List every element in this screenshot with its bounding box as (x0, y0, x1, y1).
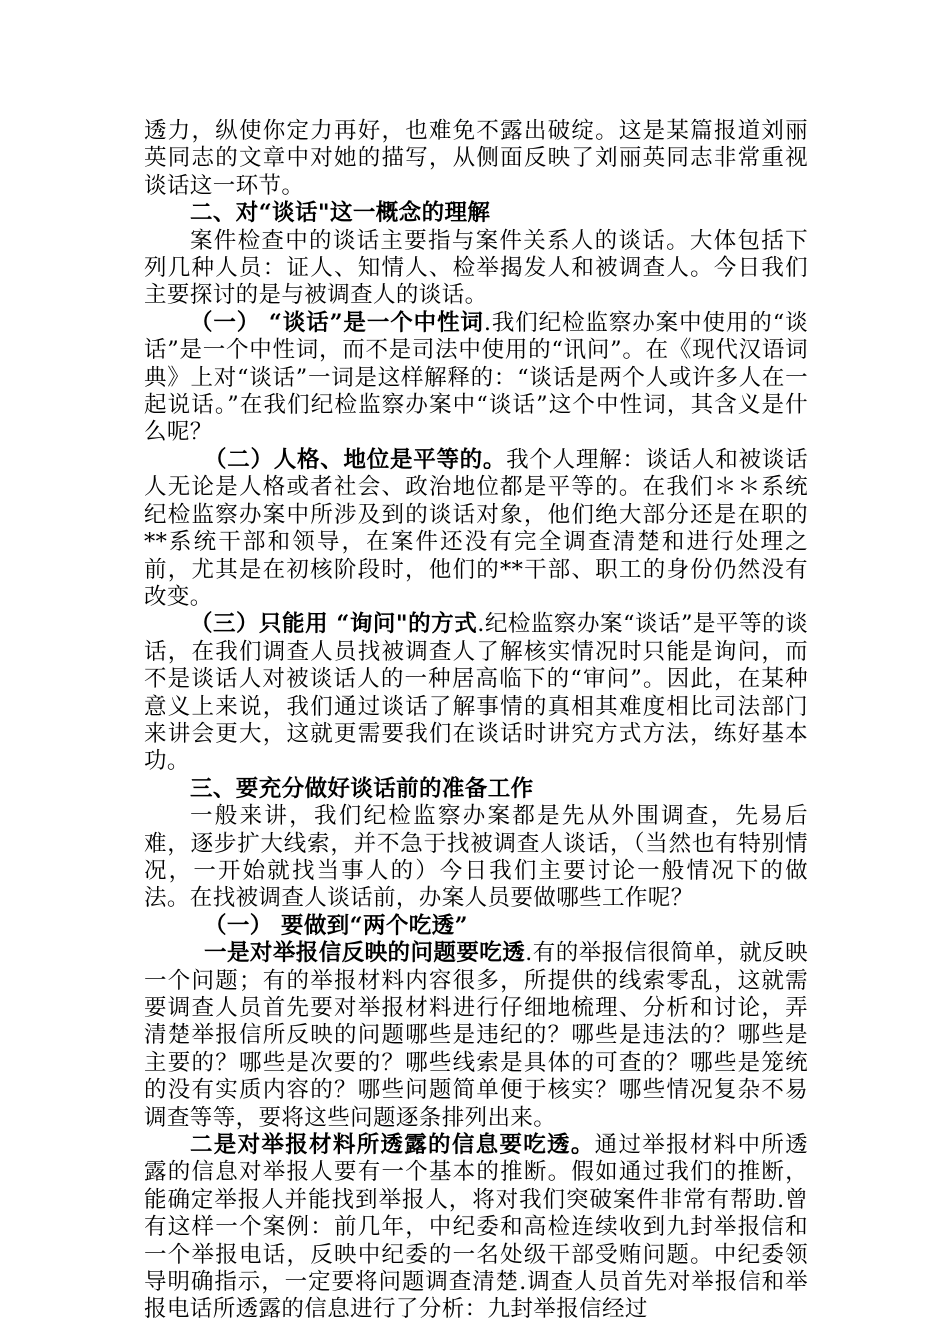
paragraph-point-one (144, 940, 808, 1132)
paragraph-text: .纪检监察办案“谈话”是平等的谈话，在我们调查人员找被调查人了解核实情况时只能是询问，而不是谈话人对被谈话人的一种居高临下的“审问”。因此，在某种意义上来说，我们通过谈话了解事情的真相其难度相比司法部门来讲会更大，这就更需要我们在谈话时讲究方式方法，练好基本功。 (144, 611, 808, 775)
paragraph-subsection-2 (144, 447, 808, 611)
paragraph-point-two (144, 1132, 808, 1324)
paragraph-text: 透力，纵使你定力再好，也难免不露出破绽。这是某篇报道刘丽英同志的文章中对她的描写，从侧面反映了刘丽英同志非常重视谈话这一环节。 (144, 118, 808, 199)
paragraph-text: 案件检查中的谈话主要指与案件关系人的谈话。大体包括下列几种人员：证人、知情人、检举揭发人和被调查人。今日我们主要探讨的是与被调查人的谈话。 (144, 227, 808, 309)
paragraph-definition (144, 228, 808, 310)
paragraph-intro-continuation (144, 118, 808, 200)
subsection-heading: （三）只能用 “询问"的方式 (190, 611, 478, 638)
point-heading: 二是对举报材料所透露的信息要吃透。 (190, 1132, 595, 1159)
paragraph-text: .我们纪检监察办案中使用的“谈话”是一个中性词，而不是司法中使用的“讯问”。在《现代汉语词典》上对“谈话”一词是这样解释的：“谈话是两个人或许多人在一起说话。”在我们纪检监察办案中“谈话”这个中性词，其含义是什么呢？ (144, 309, 808, 446)
paragraph-text: 通过举报材料中所透露的信息对举报人要有一个基本的推断。假如通过我们的推断，能确定举报人并能找到举报人，将对我们突破案件非常有帮助.曾有这样一个案例：前几年，中纪委和高检连续收到九封举报信和一个举报电话，反映中纪委的一名处级干部受贿问题。中纪委领导明确指示，一定要将问题调查清楚.调查人员首先对举报信和举报电话所透露的信息进行了分析：九封举报信经过 (144, 1132, 808, 1323)
section-heading-3 (144, 776, 808, 803)
point-heading: 一是对举报信反映的问题要吃透 (204, 940, 526, 967)
section-heading-2 (144, 200, 808, 227)
heading-text: 三、要充分做好谈话前的准备工作 (190, 775, 534, 802)
paragraph-text: .有的举报信很简单，就反映一个问题；有的举报材料内容很多，所提供的线索零乱，这就需要调查人员首先要对举报材料进行仔细地梳理、分析和讨论，弄清楚举报信所反映的问题哪些是违纪的？哪些是违法的？哪些是主要的？哪些是次要的？哪些线索是具体的可查的？哪些是笼统的没有实质内容的？哪些问题简单便于核实？哪些情况复杂不易调查等等，要将这些问题逐条排列出来。 (144, 940, 808, 1131)
paragraph-text: 我个人理解：谈话人和被谈话人无论是人格或者社会、政治地位都是平等的。在我们＊＊系统纪检监察办案中所涉及到的谈话对象，他们绝大部分还是在职的**系统干部和领导，在案件还没有完全调查清楚和进行处理之前，尤其是在初核阶段时，他们的**干部、职工的身份仍然没有改变。 (144, 446, 808, 610)
paragraph-subsection-3 (144, 611, 808, 775)
heading-text: （一） 要做到“两个吃透” (204, 912, 468, 939)
paragraph-general-approach (144, 803, 808, 913)
paragraph-subsection-1 (144, 310, 808, 447)
heading-text: 二、对“谈话"这一概念的理解 (190, 200, 491, 227)
subsection-heading-two-thoroughly (144, 913, 808, 940)
paragraph-text: 一般来讲，我们纪检监察办案都是先从外围调查，先易后难，逐步扩大线索，并不急于找被调查人谈话，（当然也有特别情况，一开始就找当事人的）今日我们主要讨论一般情况下的做法。在找被调查人谈话前，办案人员要做哪些工作呢？ (144, 803, 808, 912)
subsection-heading: （一） “谈话”是一个中性词 (190, 309, 484, 336)
subsection-heading: （二）人格、地位是平等的。 (204, 446, 507, 473)
document-page (144, 118, 808, 1324)
